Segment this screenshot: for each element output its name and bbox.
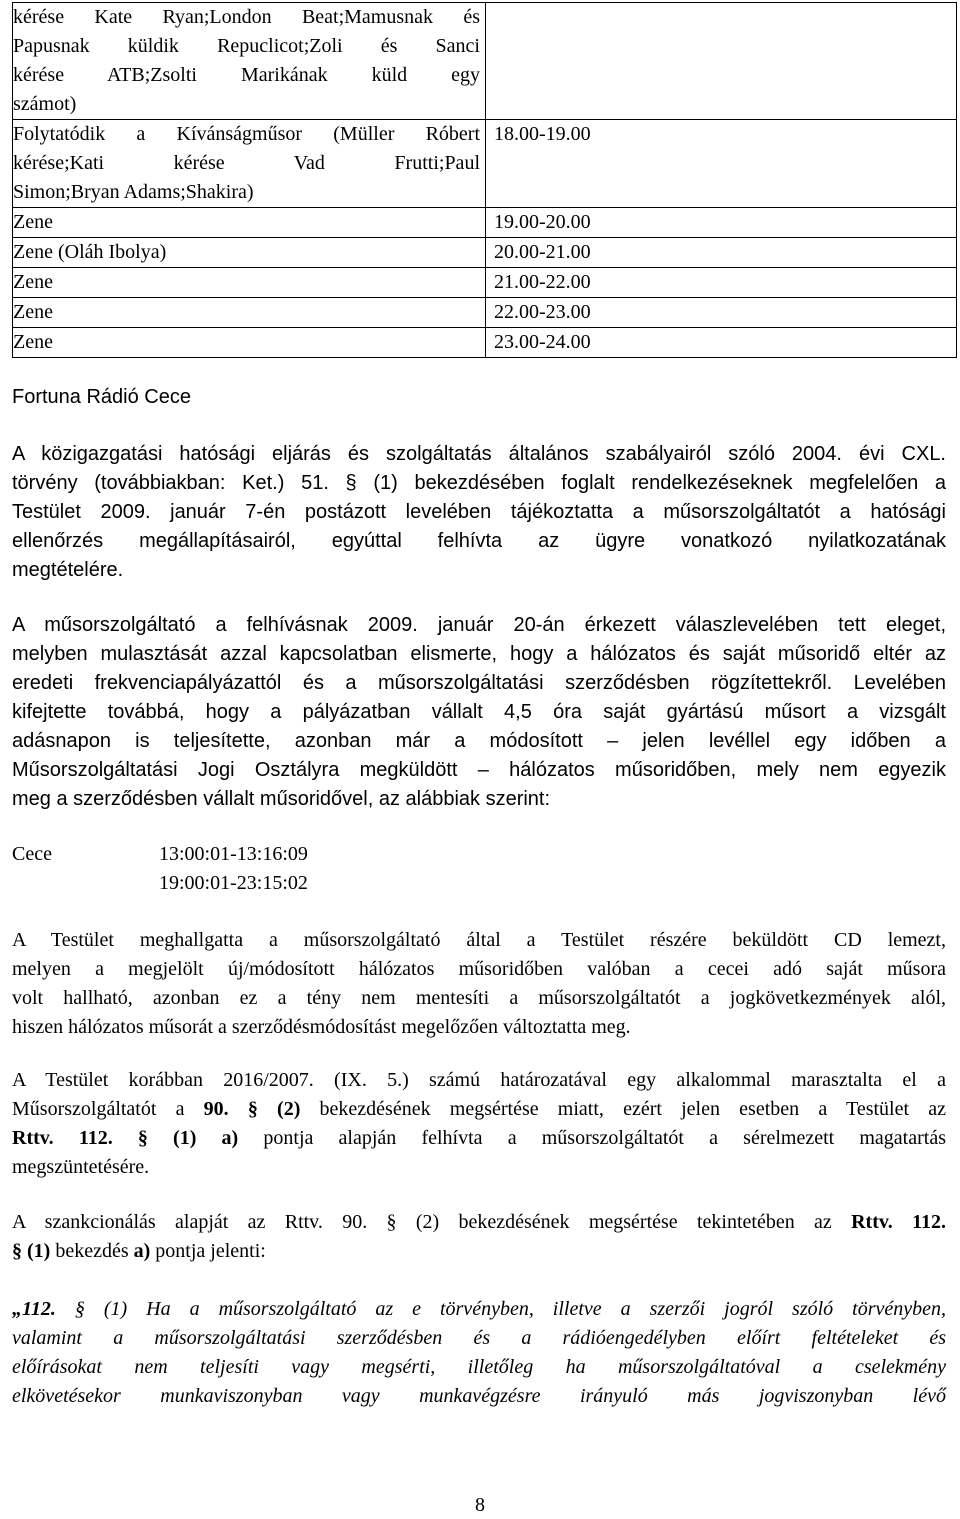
schedule-row xyxy=(13,238,957,268)
text-line: „112. § (1) Ha a műsorszolgáltató az e törvényben, illetve a szerzői jogról szóló törvényben, xyxy=(12,1298,946,1320)
paragraph-provider-reply xyxy=(12,611,946,814)
activity-line: Folytatódik a Kívánságműsor (Müller Róbert xyxy=(13,123,480,145)
cece-label: Cece xyxy=(12,843,52,865)
schedule-time xyxy=(486,3,957,120)
activity-line: Zene xyxy=(13,211,53,233)
schedule-time: 20.00-21.00 xyxy=(486,238,957,268)
schedule-row xyxy=(13,328,957,358)
activity-line: Simon;Bryan Adams;Shakira) xyxy=(13,181,254,203)
paragraph-cd-review xyxy=(12,926,946,1042)
activity-line: Zene xyxy=(13,331,53,353)
schedule-time: 19.00-20.00 xyxy=(486,208,957,238)
schedule-row xyxy=(13,268,957,298)
activity-line: Papusnak küldik Repuclicot;Zoli és Sanci xyxy=(13,35,480,57)
schedule-time: 23.00-24.00 xyxy=(486,328,957,358)
text-line: valamint a műsorszolgáltatási szerződésben és a rádióengedélyben előírt feltételeket és xyxy=(12,1327,946,1349)
text-line: A közigazgatási hatósági eljárás és szolgáltatás általános szabályairól szóló 2004. évi CXL. xyxy=(12,443,946,465)
text-line: eredeti frekvenciapályázattól és a műsorszolgáltatási szerződésben rögzítettekről. Levelében xyxy=(12,672,946,694)
schedule-row xyxy=(13,3,957,120)
schedule-activity xyxy=(13,238,486,268)
activity-line: számot) xyxy=(13,93,77,115)
schedule-row xyxy=(13,298,957,328)
text-line: Műsorszolgáltatási Jogi Osztályra megküldött – hálózatos műsoridőben, mely nem egyezik xyxy=(12,759,946,781)
schedule-activity xyxy=(13,120,486,208)
text-line: A szankcionálás alapját az Rttv. 90. § (2) bekezdésének megsértése tekintetében az Rttv. 112. xyxy=(12,1211,946,1233)
text-line: hiszen hálózatos műsorát a szerződésmódosítást megelőzően változtatta meg. xyxy=(12,1016,631,1038)
text-line: törvény (továbbiakban: Ket.) 51. § (1) bekezdésében foglalt rendelkezéseknek megfelelően a xyxy=(12,472,946,494)
text-line: § (1) bekezdés a) pontja jelenti: xyxy=(12,1240,266,1262)
text-line: elkövetésekor munkaviszonyban vagy munkavégzésre irányuló más jogviszonyban lévő xyxy=(12,1385,946,1407)
paragraph-previous-decision xyxy=(12,1066,946,1182)
cece-time-1: 13:00:01-13:16:09 xyxy=(159,843,308,865)
station-heading: Fortuna Rádió Cece xyxy=(12,386,191,408)
text-line: meg a szerződésben vállalt műsoridővel, az alábbiak szerint: xyxy=(12,788,551,810)
cece-time-2: 19:00:01-23:15:02 xyxy=(159,872,308,894)
schedule-row xyxy=(13,208,957,238)
text-line: A Testület korábban 2016/2007. (IX. 5.) számú határozatával egy alkalommal marasztalta el a xyxy=(12,1069,946,1091)
page-number: 8 xyxy=(475,1494,485,1516)
text-line: Testület 2009. január 7-én postázott levelében tájékoztatta a műsorszolgáltatót a hatósági xyxy=(12,501,946,523)
schedule-activity xyxy=(13,3,486,120)
text-line: A műsorszolgáltató a felhívásnak 2009. január 20-án érkezett válaszlevelében tett eleget, xyxy=(12,614,946,636)
schedule-time: 22.00-23.00 xyxy=(486,298,957,328)
schedule-activity xyxy=(13,328,486,358)
schedule-activity xyxy=(13,298,486,328)
text-line: Rttv. 112. § (1) a) pontja alapján felhívta a műsorszolgáltatót a sérelmezett magatartás xyxy=(12,1127,946,1149)
activity-line: kérése ATB;Zsolti Marikának küld egy xyxy=(13,64,480,86)
text-line: adásnapon is teljesítette, azonban már a módosított – jelen levéllel egy időben a xyxy=(12,730,946,752)
quoted-law-text xyxy=(12,1295,946,1411)
paragraph-sanction-basis xyxy=(12,1208,946,1266)
paragraph-ket-notice xyxy=(12,440,946,585)
text-line: megszüntetésére. xyxy=(12,1156,150,1178)
text-line: Műsorszolgáltatót a 90. § (2) bekezdésének megsértése miatt, ezért jelen esetben a Testület az xyxy=(12,1098,946,1120)
activity-line: kérése Kate Ryan;London Beat;Mamusnak és xyxy=(13,6,480,28)
text-line: melyben mulasztását azzal kapcsolatban elismerte, hogy a hálózatos és saját műsoridő eltér az xyxy=(12,643,946,665)
schedule-table xyxy=(12,2,957,358)
text-line: A Testület meghallgatta a műsorszolgáltató által a Testület részére beküldött CD lemezt, xyxy=(12,929,946,951)
cece-times xyxy=(12,840,946,898)
text-line: melyen a megjelölt új/módosított hálózatos műsoridőben valóban a cecei adó saját műsora xyxy=(12,958,946,980)
activity-line: kérése;Kati kérése Vad Frutti;Paul xyxy=(13,152,480,174)
schedule-activity xyxy=(13,208,486,238)
schedule-activity xyxy=(13,268,486,298)
text-line: volt hallható, azonban ez a tény nem mentesíti a műsorszolgáltatót a jogkövetkezmények alól, xyxy=(12,987,946,1009)
text-line: előírásokat nem teljesíti vagy megsérti, illetőleg ha műsorszolgáltatóval a cselekmény xyxy=(12,1356,946,1378)
text-line: megtételére. xyxy=(12,559,124,581)
text-line: kifejtette továbbá, hogy a pályázatban vállalt 4,5 óra saját gyártású műsort a vizsgált xyxy=(12,701,946,723)
text-line: ellenőrzés megállapításairól, egyúttal felhívta az ügyre vonatkozó nyilatkozatának xyxy=(12,530,946,552)
activity-line: Zene xyxy=(13,271,53,293)
schedule-time: 21.00-22.00 xyxy=(486,268,957,298)
activity-line: Zene (Oláh Ibolya) xyxy=(13,241,167,263)
activity-line: Zene xyxy=(13,301,53,323)
schedule-row xyxy=(13,120,957,208)
schedule-time: 18.00-19.00 xyxy=(486,120,957,208)
